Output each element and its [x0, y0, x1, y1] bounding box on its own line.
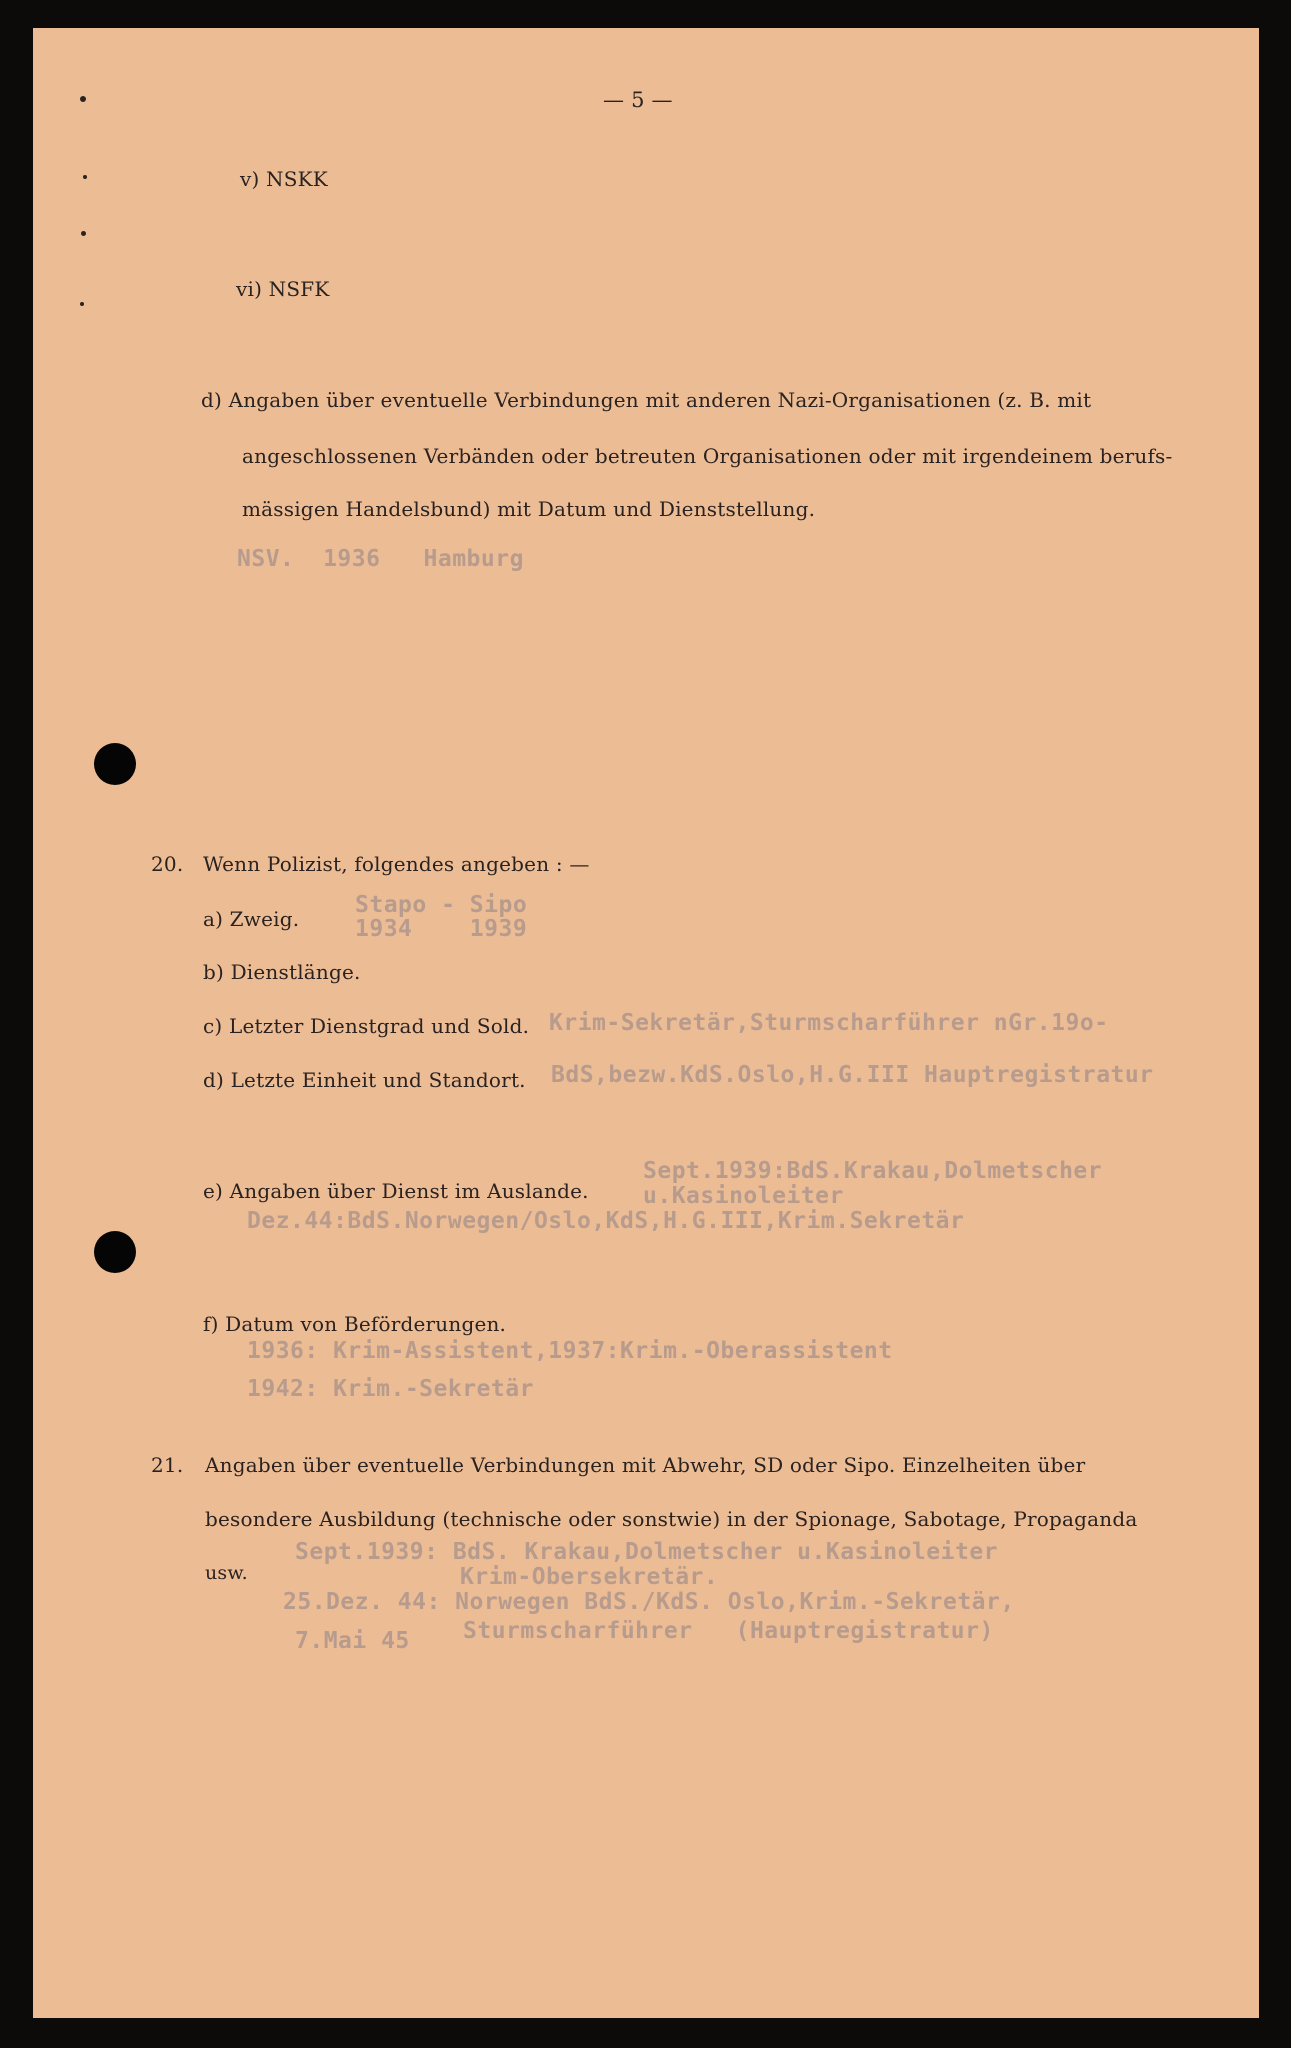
typed-answer-19d: NSV. 1936 Hamburg	[237, 546, 524, 572]
item-d-line-3: mässigen Handelsbund) mit Datum und Dienststellung.	[242, 497, 816, 521]
typed-answer-20e-line1: Sept.1939:BdS.Krakau,Dolmetscher	[643, 1158, 1103, 1184]
section-20-number: 20.	[151, 852, 184, 876]
typed-answer-20a-line2: 1934 1939	[355, 916, 528, 942]
punch-hole-bottom	[94, 1231, 136, 1273]
typed-answer-21-line1: Sept.1939: BdS. Krakau,Dolmetscher u.Kasinoleiter	[295, 1539, 999, 1565]
item-v-nskk: v) NSKK	[240, 167, 328, 191]
document-page	[33, 28, 1259, 2018]
margin-speck	[80, 302, 84, 306]
typed-answer-20e-line2: u.Kasinoleiter	[643, 1183, 844, 1209]
punch-hole-top	[94, 743, 136, 785]
section-20-heading: Wenn Polizist, folgendes angeben : —	[203, 852, 590, 876]
section-21-number: 21.	[151, 1453, 184, 1477]
label-20f: f) Datum von Beförderungen.	[203, 1312, 507, 1336]
section-21-line-2: besondere Ausbildung (technische oder sonstwie) in der Spionage, Sabotage, Propaganda	[205, 1507, 1138, 1531]
typed-answer-20e-line3: Dez.44:BdS.Norwegen/Oslo,KdS,H.G.III,Krim.Sekretär	[247, 1208, 965, 1234]
label-20a: a) Zweig.	[203, 907, 300, 931]
typed-answer-21-line2: Krim-Obersekretär.	[460, 1564, 719, 1590]
typed-answer-20c: Krim-Sekretär,Sturmscharführer nGr.19o-	[549, 1010, 1109, 1036]
typed-answer-20d: BdS,bezw.KdS.Oslo,H.G.III Hauptregistratur	[551, 1062, 1154, 1088]
label-20e: e) Angaben über Dienst im Auslande.	[203, 1179, 589, 1203]
page-number: — 5 —	[603, 88, 673, 112]
typed-answer-21-line3: 25.Dez. 44: Norwegen BdS./KdS. Oslo,Krim.-Sekretär,	[283, 1589, 1015, 1615]
item-d-line-1: d) Angaben über eventuelle Verbindungen mit anderen Nazi-Organisationen (z. B. mit	[201, 388, 1092, 412]
label-20d: d) Letzte Einheit und Standort.	[203, 1068, 526, 1092]
margin-speck	[80, 96, 86, 102]
item-d-line-2: angeschlossenen Verbänden oder betreuten Organisationen oder mit irgendeinem berufs-	[242, 444, 1173, 468]
typed-answer-21-line4: Sturmscharführer (Hauptregistratur)	[463, 1618, 994, 1644]
label-20b: b) Dienstlänge.	[203, 960, 361, 984]
margin-speck	[81, 231, 86, 236]
typed-answer-21-line5: 7.Mai 45	[295, 1628, 410, 1654]
item-vi-nsfk: vi) NSFK	[236, 277, 330, 301]
typed-answer-20f-line1: 1936: Krim-Assistent,1937:Krim.-Oberassistent	[247, 1338, 893, 1364]
margin-speck	[83, 175, 87, 179]
typed-answer-20a-line1: Stapo - Sipo	[355, 892, 528, 918]
typed-answer-20f-line2: 1942: Krim.-Sekretär	[247, 1376, 534, 1402]
section-21-line-1: Angaben über eventuelle Verbindungen mit Abwehr, SD oder Sipo. Einzelheiten über	[205, 1453, 1086, 1477]
label-20c: c) Letzter Dienstgrad und Sold.	[203, 1014, 530, 1038]
section-21-line-3: usw.	[205, 1562, 248, 1584]
